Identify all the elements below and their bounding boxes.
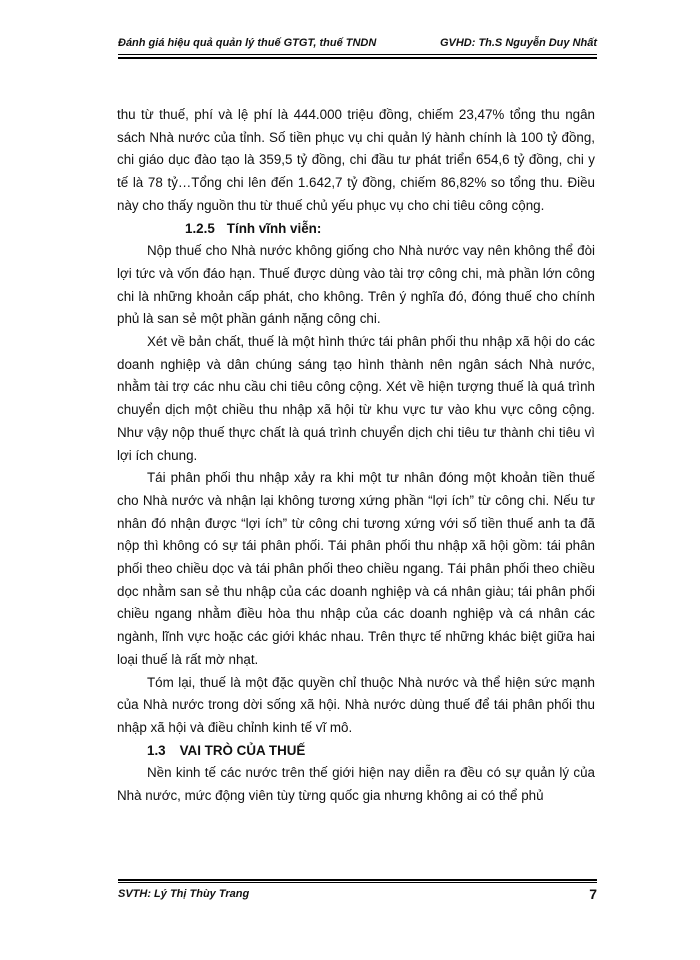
page-number: 7 bbox=[589, 886, 597, 902]
paragraph-1: thu từ thuế, phí và lệ phí là 444.000 triệu đồng, chiếm 23,47% tổng thu ngân sách Nhà nước của tỉnh. Số tiền phục vụ chi quản lý hành chính là 100 tỷ đồng, chi giáo dục đào tạo là 359,5 tỷ đồng, chi đầu tư phát triển 654,6 tỷ đồng, chi y tế là 78 tỷ…Tổng chi lên đến 1.642,7 tỷ đồng, chiếm 86,82% so tổng thu. Điều này cho thấy nguồn thu từ thuế chủ yếu phục vụ cho chi tiêu công cộng. bbox=[117, 107, 595, 213]
section-number: 1.3 bbox=[147, 742, 166, 758]
page-footer bbox=[118, 886, 597, 902]
section-heading-1-2-5 bbox=[117, 218, 595, 241]
section-title: Tính vĩnh viễn: bbox=[226, 220, 322, 236]
paragraph-3: Xét về bản chất, thuế là một hình thức tái phân phối thu nhập xã hội do các doanh nghiệp và dân chúng sáng tạo hình thành nên ngân sách Nhà nước, nhằm tài trợ các nhu cầu chi tiêu công cộng. Xét về hiện tượng thuế là quá trình chuyển dịch một chiều thu nhập xã hội từ khu vực tư vào khu vực công cộng. Như vậy nộp thuế thực chất là quá trình chuyển dịch chi tiêu tư thành chi tiêu vì lợi ích chung. bbox=[117, 334, 595, 463]
section-title: VAI TRÒ CỦA THUẾ bbox=[179, 742, 306, 758]
page-body bbox=[117, 104, 595, 808]
header-divider bbox=[118, 54, 597, 55]
footer-author: SVTH: Lý Thị Thùy Trang bbox=[118, 888, 250, 900]
footer-divider bbox=[118, 882, 597, 883]
paragraph-5: Tóm lại, thuế là một đặc quyền chỉ thuộc Nhà nước và thể hiện sức mạnh của Nhà nước trong dời sống xã hội. Nhà nước dùng thuế để tái phân phối thu nhập xã hội và điều chỉnh kinh tế vĩ mô. bbox=[117, 674, 595, 735]
paragraph-6: Nền kinh tế các nước trên thế giới hiện nay diễn ra đều có sự quản lý của Nhà nước, mức động viên tùy từng quốc gia nhưng không ai có thể phủ bbox=[117, 765, 595, 804]
header-supervisor: GVHD: Th.S Nguyễn Duy Nhất bbox=[439, 37, 597, 49]
header-title: Đánh giá hiệu quả quản lý thuế GTGT, thuế TNDN bbox=[118, 37, 377, 49]
footer-divider-thick bbox=[118, 879, 597, 881]
header-divider-thick bbox=[118, 57, 597, 59]
paragraph-2: Nộp thuế cho Nhà nước không giống cho Nhà nước vay nên không thể đòi lợi tức và vốn đáo hạn. Thuế được dùng vào tài trợ công chi, mà phần lớn công chi là những khoản cấp phát, cho không. Trên ý nghĩa đó, đóng thuế cho chính phủ là san sẻ một phần gánh nặng công chi. bbox=[117, 243, 595, 327]
page-header bbox=[118, 37, 597, 49]
section-number: 1.2.5 bbox=[185, 220, 215, 236]
paragraph-4: Tái phân phối thu nhập xảy ra khi một tư nhân đóng một khoản tiền thuế cho Nhà nước và nhận lại không tương xứng phần “lợi ích” từ công chi. Nếu tư nhân đó nhận được “lợi ích” từ công chi tương xứng với số tiền thuế anh ta đã nộp thì không có sự tái phân phối. Tái phân phối thu nhập xã hội gồm: tái phân phối theo chiều dọc và tái phân phối theo chiều ngang. Tái phân phối theo chiều dọc nhằm san sẻ thu nhập của các doanh nghiệp và cá nhân giàu; tái phân phối chiều ngang nhằm điều hòa thu nhập của các doanh nghiệp và cá nhân các ngành, lĩnh vực hoặc các giới khác nhau. Trên thực tế những khác biệt giữa hai loại thuế là rất mờ nhạt. bbox=[117, 470, 595, 667]
section-heading-1-3 bbox=[117, 740, 595, 763]
